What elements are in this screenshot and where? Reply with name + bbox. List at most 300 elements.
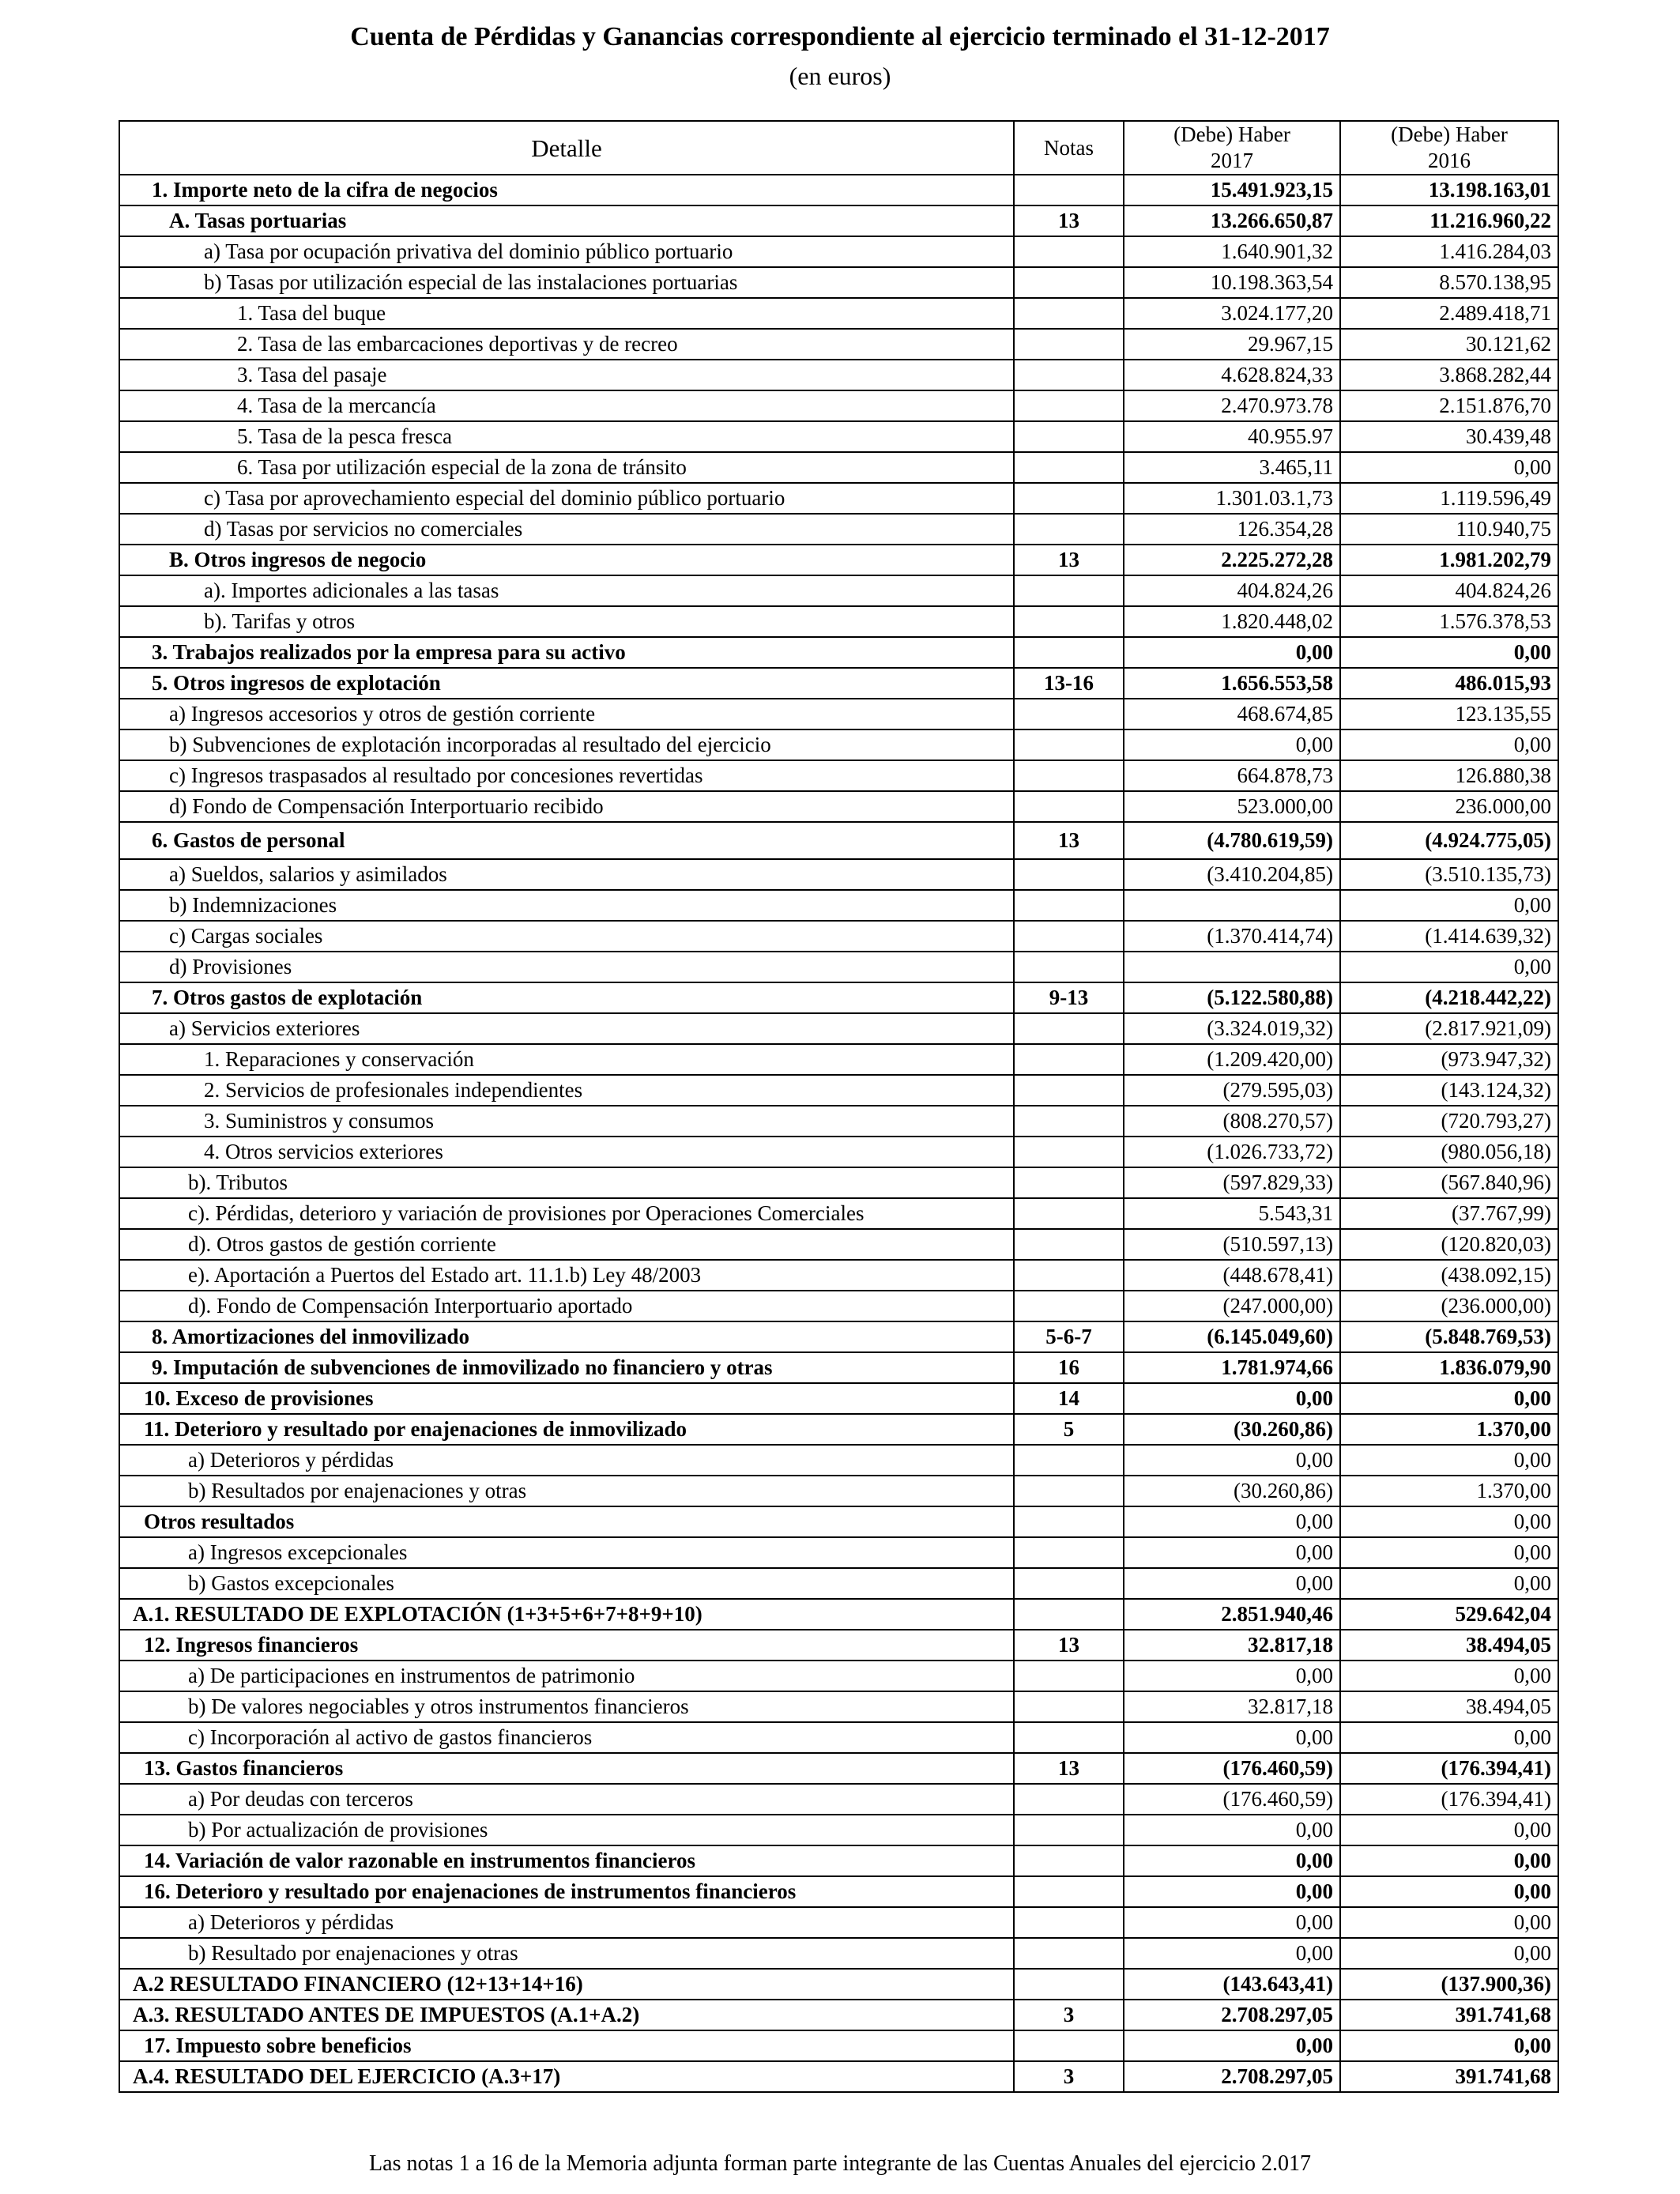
row-label: A.3. RESULTADO ANTES DE IMPUESTOS (A.1+A.2) bbox=[119, 2000, 1014, 2030]
row-value-2016: 30.439,48 bbox=[1340, 421, 1558, 452]
row-notes bbox=[1014, 2030, 1124, 2061]
row-label: d) Fondo de Compensación Interportuario recibido bbox=[119, 791, 1014, 822]
row-label: 1. Reparaciones y conservación bbox=[119, 1044, 1014, 1075]
row-label: 11. Deterioro y resultado por enajenaciones de inmovilizado bbox=[119, 1414, 1014, 1445]
header-2016 bbox=[1340, 121, 1558, 175]
document-subtitle: (en euros) bbox=[789, 62, 891, 90]
table-row bbox=[119, 1722, 1558, 1753]
row-notes bbox=[1014, 236, 1124, 267]
row-value-2016: 0,00 bbox=[1340, 1907, 1558, 1938]
row-label: 12. Ingresos financieros bbox=[119, 1630, 1014, 1661]
row-label: b) De valores negociables y otros instrumentos financieros bbox=[119, 1691, 1014, 1722]
row-notes bbox=[1014, 791, 1124, 822]
row-label: c) Ingresos traspasados al resultado por concesiones revertidas bbox=[119, 760, 1014, 791]
table-row bbox=[119, 1969, 1558, 2000]
row-value-2016: 0,00 bbox=[1340, 890, 1558, 921]
row-label: 3. Tasa del pasaje bbox=[119, 360, 1014, 390]
table-row bbox=[119, 982, 1558, 1013]
row-value-2017: 0,00 bbox=[1124, 1907, 1340, 1938]
row-label: 3. Trabajos realizados por la empresa para su activo bbox=[119, 637, 1014, 668]
row-value-2016: 0,00 bbox=[1340, 1568, 1558, 1599]
row-value-2017: 2.708.297,05 bbox=[1124, 2061, 1340, 2092]
row-value-2017: 404.824,26 bbox=[1124, 575, 1340, 606]
row-notes bbox=[1014, 360, 1124, 390]
row-notes bbox=[1014, 1013, 1124, 1044]
row-label: 5. Tasa de la pesca fresca bbox=[119, 421, 1014, 452]
row-notes bbox=[1014, 1938, 1124, 1969]
table-row bbox=[119, 1691, 1558, 1722]
header-2017-line2: 2017 bbox=[1211, 149, 1253, 172]
row-label: Otros resultados bbox=[119, 1506, 1014, 1537]
row-value-2016: 3.868.282,44 bbox=[1340, 360, 1558, 390]
row-value-2017: (3.410.204,85) bbox=[1124, 859, 1340, 890]
row-value-2016: 391.741,68 bbox=[1340, 2061, 1558, 2092]
row-notes bbox=[1014, 760, 1124, 791]
row-value-2017: (1.370.414,74) bbox=[1124, 921, 1340, 952]
table-row bbox=[119, 1352, 1558, 1383]
row-notes bbox=[1014, 1106, 1124, 1137]
row-label: b) Resultado por enajenaciones y otras bbox=[119, 1938, 1014, 1969]
row-notes bbox=[1014, 175, 1124, 205]
row-value-2016: 126.880,38 bbox=[1340, 760, 1558, 791]
table-row bbox=[119, 890, 1558, 921]
table-row bbox=[119, 1876, 1558, 1907]
row-label: a). Importes adicionales a las tasas bbox=[119, 575, 1014, 606]
row-notes bbox=[1014, 1260, 1124, 1291]
row-value-2017: (143.643,41) bbox=[1124, 1969, 1340, 2000]
row-label: 4. Tasa de la mercancía bbox=[119, 390, 1014, 421]
header-2017-line1: (Debe) Haber bbox=[1173, 123, 1290, 146]
income-statement-table bbox=[119, 120, 1559, 2093]
row-label: 8. Amortizaciones del inmovilizado bbox=[119, 1321, 1014, 1352]
row-notes bbox=[1014, 1506, 1124, 1537]
row-value-2016: 1.981.202,79 bbox=[1340, 545, 1558, 575]
row-label: 9. Imputación de subvenciones de inmovilizado no financiero y otras bbox=[119, 1352, 1014, 1383]
table-row bbox=[119, 760, 1558, 791]
row-label: b) Por actualización de provisiones bbox=[119, 1815, 1014, 1845]
row-notes bbox=[1014, 575, 1124, 606]
row-label: d) Provisiones bbox=[119, 952, 1014, 982]
header-2016-line2: 2016 bbox=[1428, 149, 1471, 172]
row-value-2016: 0,00 bbox=[1340, 1815, 1558, 1845]
table-row bbox=[119, 1075, 1558, 1106]
row-notes bbox=[1014, 1044, 1124, 1075]
row-notes bbox=[1014, 1784, 1124, 1815]
row-value-2017: (6.145.049,60) bbox=[1124, 1321, 1340, 1352]
row-value-2016: 0,00 bbox=[1340, 1876, 1558, 1907]
row-notes bbox=[1014, 1075, 1124, 1106]
row-value-2016: (980.056,18) bbox=[1340, 1137, 1558, 1167]
row-notes bbox=[1014, 1691, 1124, 1722]
row-value-2016: (720.793,27) bbox=[1340, 1106, 1558, 1137]
row-value-2016: (1.414.639,32) bbox=[1340, 921, 1558, 952]
row-value-2017: 0,00 bbox=[1124, 1938, 1340, 1969]
row-label: c). Pérdidas, deterioro y variación de provisiones por Operaciones Comerciales bbox=[119, 1198, 1014, 1229]
row-label: 1. Importe neto de la cifra de negocios bbox=[119, 175, 1014, 205]
row-label: b) Gastos excepcionales bbox=[119, 1568, 1014, 1599]
table-row bbox=[119, 1260, 1558, 1291]
row-notes bbox=[1014, 329, 1124, 360]
row-value-2017: 0,00 bbox=[1124, 1537, 1340, 1568]
table-row bbox=[119, 1044, 1558, 1075]
row-value-2016: 0,00 bbox=[1340, 1722, 1558, 1753]
row-notes: 13 bbox=[1014, 822, 1124, 859]
row-value-2017: 2.470.973.78 bbox=[1124, 390, 1340, 421]
table-row bbox=[119, 637, 1558, 668]
row-value-2017: 0,00 bbox=[1124, 1661, 1340, 1691]
row-notes bbox=[1014, 1661, 1124, 1691]
document-title: Cuenta de Pérdidas y Ganancias correspondiente al ejercicio terminado el 31-12-2017 bbox=[350, 22, 1330, 51]
table-row bbox=[119, 236, 1558, 267]
table-row bbox=[119, 1106, 1558, 1137]
row-notes bbox=[1014, 1291, 1124, 1321]
row-label: 5. Otros ingresos de explotación bbox=[119, 668, 1014, 699]
row-label: b) Indemnizaciones bbox=[119, 890, 1014, 921]
table-row bbox=[119, 1537, 1558, 1568]
row-value-2017: 1.301.03.1,73 bbox=[1124, 483, 1340, 514]
row-notes: 3 bbox=[1014, 2061, 1124, 2092]
row-notes bbox=[1014, 1907, 1124, 1938]
table-body bbox=[119, 175, 1558, 2092]
row-value-2016: (438.092,15) bbox=[1340, 1260, 1558, 1291]
row-notes bbox=[1014, 859, 1124, 890]
row-label: e). Aportación a Puertos del Estado art. 11.1.b) Ley 48/2003 bbox=[119, 1260, 1014, 1291]
row-value-2016: (567.840,96) bbox=[1340, 1167, 1558, 1198]
table-row bbox=[119, 1229, 1558, 1260]
row-value-2017: 40.955.97 bbox=[1124, 421, 1340, 452]
row-label: 1. Tasa del buque bbox=[119, 298, 1014, 329]
row-value-2017: 0,00 bbox=[1124, 637, 1340, 668]
row-value-2017: (597.829,33) bbox=[1124, 1167, 1340, 1198]
table-row bbox=[119, 1815, 1558, 1845]
row-label: a) Servicios exteriores bbox=[119, 1013, 1014, 1044]
row-value-2016: 0,00 bbox=[1340, 729, 1558, 760]
row-label: a) De participaciones en instrumentos de patrimonio bbox=[119, 1661, 1014, 1691]
row-value-2017 bbox=[1124, 890, 1340, 921]
row-value-2017: 0,00 bbox=[1124, 1722, 1340, 1753]
row-notes bbox=[1014, 1722, 1124, 1753]
row-value-2017: (448.678,41) bbox=[1124, 1260, 1340, 1291]
table-row bbox=[119, 791, 1558, 822]
row-notes: 13 bbox=[1014, 1630, 1124, 1661]
row-value-2017: 1.640.901,32 bbox=[1124, 236, 1340, 267]
row-notes bbox=[1014, 298, 1124, 329]
row-label: c) Tasa por aprovechamiento especial del dominio público portuario bbox=[119, 483, 1014, 514]
row-label: 10. Exceso de provisiones bbox=[119, 1383, 1014, 1414]
row-value-2016: 0,00 bbox=[1340, 1383, 1558, 1414]
table-row bbox=[119, 175, 1558, 205]
table-row bbox=[119, 859, 1558, 890]
row-label: 6. Tasa por utilización especial de la zona de tránsito bbox=[119, 452, 1014, 483]
table-row bbox=[119, 421, 1558, 452]
row-value-2017: 29.967,15 bbox=[1124, 329, 1340, 360]
row-notes bbox=[1014, 699, 1124, 729]
row-value-2016: (176.394,41) bbox=[1340, 1753, 1558, 1784]
row-value-2016: (4.924.775,05) bbox=[1340, 822, 1558, 859]
row-value-2017: 1.820.448,02 bbox=[1124, 606, 1340, 637]
row-label: 13. Gastos financieros bbox=[119, 1753, 1014, 1784]
row-notes bbox=[1014, 421, 1124, 452]
row-notes: 5-6-7 bbox=[1014, 1321, 1124, 1352]
table-row bbox=[119, 1383, 1558, 1414]
row-notes: 14 bbox=[1014, 1383, 1124, 1414]
row-value-2016: 30.121,62 bbox=[1340, 329, 1558, 360]
row-notes bbox=[1014, 1845, 1124, 1876]
row-notes bbox=[1014, 1137, 1124, 1167]
table-row bbox=[119, 1445, 1558, 1476]
row-value-2016: (120.820,03) bbox=[1340, 1229, 1558, 1260]
row-value-2017: 3.024.177,20 bbox=[1124, 298, 1340, 329]
row-notes bbox=[1014, 729, 1124, 760]
row-label: a) Ingresos excepcionales bbox=[119, 1537, 1014, 1568]
row-value-2016: (37.767,99) bbox=[1340, 1198, 1558, 1229]
row-value-2016: 1.576.378,53 bbox=[1340, 606, 1558, 637]
row-label: 6. Gastos de personal bbox=[119, 822, 1014, 859]
row-label: a) Tasa por ocupación privativa del dominio público portuario bbox=[119, 236, 1014, 267]
table-row bbox=[119, 1630, 1558, 1661]
row-value-2017: 2.225.272,28 bbox=[1124, 545, 1340, 575]
row-label: B. Otros ingresos de negocio bbox=[119, 545, 1014, 575]
row-value-2017: (176.460,59) bbox=[1124, 1753, 1340, 1784]
table-row bbox=[119, 1599, 1558, 1630]
row-value-2016: 1.119.596,49 bbox=[1340, 483, 1558, 514]
row-value-2017: (1.026.733,72) bbox=[1124, 1137, 1340, 1167]
row-value-2016: 8.570.138,95 bbox=[1340, 267, 1558, 298]
row-label: a) Sueldos, salarios y asimilados bbox=[119, 859, 1014, 890]
row-label: 7. Otros gastos de explotación bbox=[119, 982, 1014, 1013]
row-value-2017: 13.266.650,87 bbox=[1124, 205, 1340, 236]
row-notes bbox=[1014, 921, 1124, 952]
row-value-2016: 38.494,05 bbox=[1340, 1691, 1558, 1722]
row-notes: 13 bbox=[1014, 1753, 1124, 1784]
row-value-2017: 0,00 bbox=[1124, 1568, 1340, 1599]
row-value-2017: 523.000,00 bbox=[1124, 791, 1340, 822]
row-value-2017: 0,00 bbox=[1124, 729, 1340, 760]
row-value-2016: 1.370,00 bbox=[1340, 1414, 1558, 1445]
row-value-2016: 0,00 bbox=[1340, 1537, 1558, 1568]
row-value-2016: 0,00 bbox=[1340, 1938, 1558, 1969]
table-row bbox=[119, 1414, 1558, 1445]
row-value-2017: 2.708.297,05 bbox=[1124, 2000, 1340, 2030]
table-row bbox=[119, 1167, 1558, 1198]
row-value-2016: 0,00 bbox=[1340, 1845, 1558, 1876]
row-value-2016: (4.218.442,22) bbox=[1340, 982, 1558, 1013]
row-value-2016: 0,00 bbox=[1340, 452, 1558, 483]
table-row bbox=[119, 1137, 1558, 1167]
row-label: d). Fondo de Compensación Interportuario aportado bbox=[119, 1291, 1014, 1321]
row-label: d). Otros gastos de gestión corriente bbox=[119, 1229, 1014, 1260]
row-notes: 5 bbox=[1014, 1414, 1124, 1445]
table-row bbox=[119, 2061, 1558, 2092]
row-label: A. Tasas portuarias bbox=[119, 205, 1014, 236]
row-value-2017 bbox=[1124, 952, 1340, 982]
row-label: a) Por deudas con terceros bbox=[119, 1784, 1014, 1815]
row-value-2016: 123.135,55 bbox=[1340, 699, 1558, 729]
table-row bbox=[119, 360, 1558, 390]
row-label: A.2 RESULTADO FINANCIERO (12+13+14+16) bbox=[119, 1969, 1014, 2000]
footnote: Las notas 1 a 16 de la Memoria adjunta forman parte integrante de las Cuentas Anuales del ejercicio 2.017 bbox=[369, 2151, 1311, 2176]
row-value-2017: (30.260,86) bbox=[1124, 1476, 1340, 1506]
row-value-2016: 0,00 bbox=[1340, 1506, 1558, 1537]
row-value-2017: (247.000,00) bbox=[1124, 1291, 1340, 1321]
table-row bbox=[119, 1321, 1558, 1352]
table-row bbox=[119, 1784, 1558, 1815]
row-value-2016: (973.947,32) bbox=[1340, 1044, 1558, 1075]
row-value-2016: 0,00 bbox=[1340, 1661, 1558, 1691]
row-value-2016: 2.489.418,71 bbox=[1340, 298, 1558, 329]
row-value-2016: (176.394,41) bbox=[1340, 1784, 1558, 1815]
row-notes: 13-16 bbox=[1014, 668, 1124, 699]
row-value-2016: 0,00 bbox=[1340, 2030, 1558, 2061]
row-label: 14. Variación de valor razonable en instrumentos financieros bbox=[119, 1845, 1014, 1876]
row-notes bbox=[1014, 267, 1124, 298]
row-value-2017: (3.324.019,32) bbox=[1124, 1013, 1340, 1044]
row-notes bbox=[1014, 1229, 1124, 1260]
table-row bbox=[119, 699, 1558, 729]
row-value-2016: 0,00 bbox=[1340, 637, 1558, 668]
row-value-2016: 529.642,04 bbox=[1340, 1599, 1558, 1630]
row-value-2017: (510.597,13) bbox=[1124, 1229, 1340, 1260]
row-label: 4. Otros servicios exteriores bbox=[119, 1137, 1014, 1167]
table-row bbox=[119, 1013, 1558, 1044]
table-row bbox=[119, 545, 1558, 575]
row-value-2017: 32.817,18 bbox=[1124, 1630, 1340, 1661]
row-notes bbox=[1014, 1476, 1124, 1506]
row-label: A.4. RESULTADO DEL EJERCICIO (A.3+17) bbox=[119, 2061, 1014, 2092]
row-value-2017: 0,00 bbox=[1124, 1845, 1340, 1876]
row-label: 16. Deterioro y resultado por enajenaciones de instrumentos financieros bbox=[119, 1876, 1014, 1907]
row-value-2016: 11.216.960,22 bbox=[1340, 205, 1558, 236]
row-label: a) Ingresos accesorios y otros de gestión corriente bbox=[119, 699, 1014, 729]
row-value-2016: (3.510.135,73) bbox=[1340, 859, 1558, 890]
row-value-2016: 486.015,93 bbox=[1340, 668, 1558, 699]
row-value-2016: 1.836.079,90 bbox=[1340, 1352, 1558, 1383]
table-row bbox=[119, 483, 1558, 514]
row-value-2017: 3.465,11 bbox=[1124, 452, 1340, 483]
row-notes bbox=[1014, 1815, 1124, 1845]
table-row bbox=[119, 1506, 1558, 1537]
row-notes bbox=[1014, 1537, 1124, 1568]
row-value-2017: 0,00 bbox=[1124, 2030, 1340, 2061]
table-row bbox=[119, 822, 1558, 859]
row-notes bbox=[1014, 1167, 1124, 1198]
row-value-2017: 0,00 bbox=[1124, 1506, 1340, 1537]
table-row bbox=[119, 952, 1558, 982]
row-value-2017: (1.209.420,00) bbox=[1124, 1044, 1340, 1075]
header-2017 bbox=[1124, 121, 1340, 175]
row-notes: 9-13 bbox=[1014, 982, 1124, 1013]
row-value-2016: (137.900,36) bbox=[1340, 1969, 1558, 2000]
row-label: b). Tributos bbox=[119, 1167, 1014, 1198]
row-value-2017: 126.354,28 bbox=[1124, 514, 1340, 545]
table-row bbox=[119, 205, 1558, 236]
table-row bbox=[119, 452, 1558, 483]
table-row bbox=[119, 514, 1558, 545]
row-value-2017: 32.817,18 bbox=[1124, 1691, 1340, 1722]
row-value-2017: 5.543,31 bbox=[1124, 1198, 1340, 1229]
row-label: a) Deterioros y pérdidas bbox=[119, 1445, 1014, 1476]
row-notes bbox=[1014, 452, 1124, 483]
table-row bbox=[119, 2030, 1558, 2061]
table-row bbox=[119, 298, 1558, 329]
table-row bbox=[119, 1845, 1558, 1876]
row-value-2017: 2.851.940,46 bbox=[1124, 1599, 1340, 1630]
table-row bbox=[119, 668, 1558, 699]
table-row bbox=[119, 575, 1558, 606]
row-label: A.1. RESULTADO DE EXPLOTACIÓN (1+3+5+6+7+8+9+10) bbox=[119, 1599, 1014, 1630]
row-notes bbox=[1014, 1599, 1124, 1630]
header-notas: Notas bbox=[1014, 121, 1124, 175]
table-row bbox=[119, 1291, 1558, 1321]
row-value-2017: (4.780.619,59) bbox=[1124, 822, 1340, 859]
row-value-2017: 15.491.923,15 bbox=[1124, 175, 1340, 205]
row-value-2016: (2.817.921,09) bbox=[1340, 1013, 1558, 1044]
row-value-2017: 664.878,73 bbox=[1124, 760, 1340, 791]
row-value-2017: 0,00 bbox=[1124, 1876, 1340, 1907]
table-row bbox=[119, 921, 1558, 952]
row-label: b) Resultados por enajenaciones y otras bbox=[119, 1476, 1014, 1506]
row-value-2016: 2.151.876,70 bbox=[1340, 390, 1558, 421]
row-label: c) Incorporación al activo de gastos financieros bbox=[119, 1722, 1014, 1753]
row-value-2017: 0,00 bbox=[1124, 1445, 1340, 1476]
table-row bbox=[119, 1907, 1558, 1938]
row-label: d) Tasas por servicios no comerciales bbox=[119, 514, 1014, 545]
table-header-row bbox=[119, 121, 1558, 175]
row-value-2017: (808.270,57) bbox=[1124, 1106, 1340, 1137]
row-value-2017: 0,00 bbox=[1124, 1383, 1340, 1414]
row-notes bbox=[1014, 514, 1124, 545]
row-notes bbox=[1014, 1568, 1124, 1599]
row-label: a) Deterioros y pérdidas bbox=[119, 1907, 1014, 1938]
table-row bbox=[119, 1476, 1558, 1506]
row-value-2016: 1.370,00 bbox=[1340, 1476, 1558, 1506]
table-row bbox=[119, 606, 1558, 637]
row-value-2017: 4.628.824,33 bbox=[1124, 360, 1340, 390]
header-2016-line1: (Debe) Haber bbox=[1391, 123, 1508, 146]
row-label: b). Tarifas y otros bbox=[119, 606, 1014, 637]
row-notes: 16 bbox=[1014, 1352, 1124, 1383]
row-notes bbox=[1014, 637, 1124, 668]
row-value-2016: 404.824,26 bbox=[1340, 575, 1558, 606]
row-value-2016: 0,00 bbox=[1340, 1445, 1558, 1476]
row-notes: 3 bbox=[1014, 2000, 1124, 2030]
row-notes bbox=[1014, 1876, 1124, 1907]
table-row bbox=[119, 729, 1558, 760]
row-label: 2. Servicios de profesionales independientes bbox=[119, 1075, 1014, 1106]
row-value-2016: 0,00 bbox=[1340, 952, 1558, 982]
table-row bbox=[119, 329, 1558, 360]
row-label: 3. Suministros y consumos bbox=[119, 1106, 1014, 1137]
row-notes bbox=[1014, 952, 1124, 982]
table-row bbox=[119, 1568, 1558, 1599]
table-row bbox=[119, 390, 1558, 421]
row-label: 2. Tasa de las embarcaciones deportivas y de recreo bbox=[119, 329, 1014, 360]
row-value-2017: 1.656.553,58 bbox=[1124, 668, 1340, 699]
table-row bbox=[119, 1753, 1558, 1784]
row-value-2017: (176.460,59) bbox=[1124, 1784, 1340, 1815]
row-value-2016: 110.940,75 bbox=[1340, 514, 1558, 545]
row-value-2016: 236.000,00 bbox=[1340, 791, 1558, 822]
row-value-2017: (5.122.580,88) bbox=[1124, 982, 1340, 1013]
row-notes bbox=[1014, 1198, 1124, 1229]
row-notes bbox=[1014, 483, 1124, 514]
table-row bbox=[119, 1938, 1558, 1969]
row-notes bbox=[1014, 1445, 1124, 1476]
row-label: b) Subvenciones de explotación incorporadas al resultado del ejercicio bbox=[119, 729, 1014, 760]
row-label: c) Cargas sociales bbox=[119, 921, 1014, 952]
table-row bbox=[119, 1661, 1558, 1691]
row-value-2017: (279.595,03) bbox=[1124, 1075, 1340, 1106]
